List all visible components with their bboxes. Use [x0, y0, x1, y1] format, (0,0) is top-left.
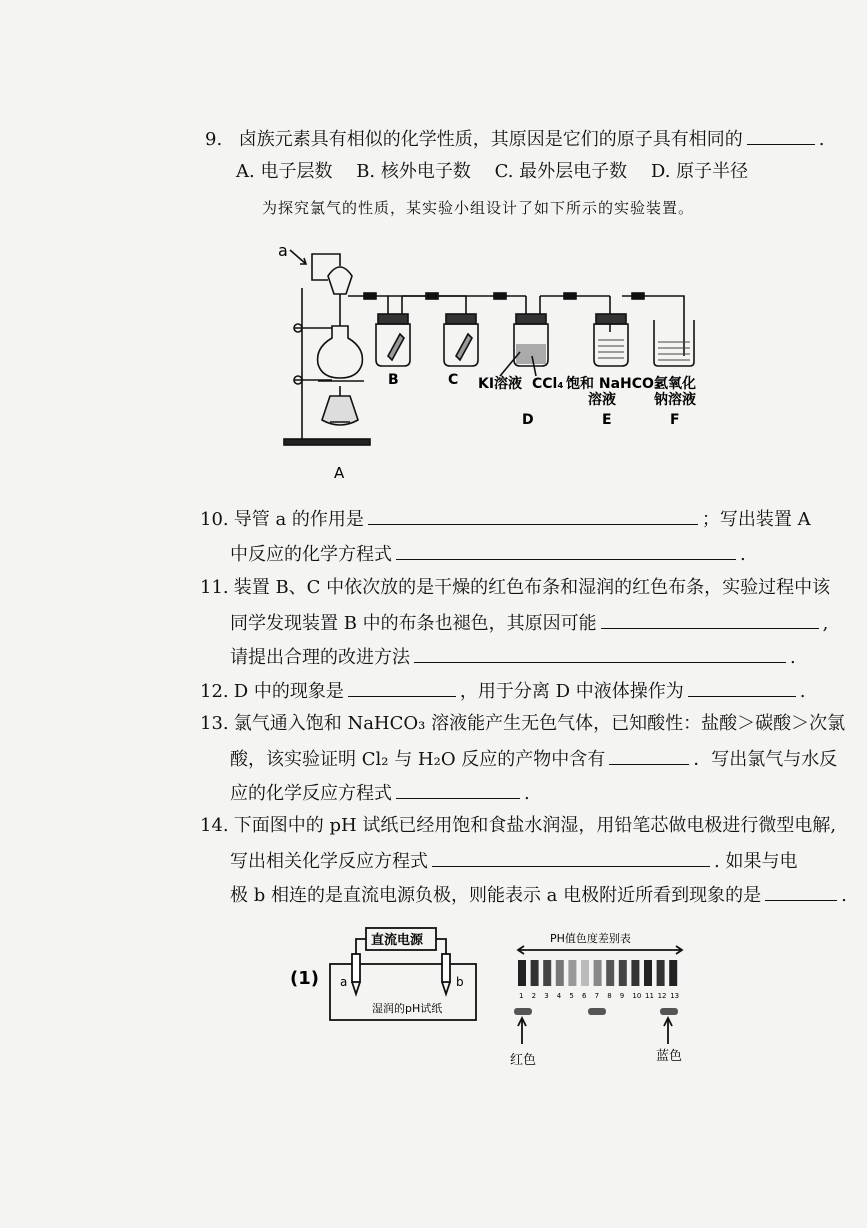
- question-text: . 如果与电: [714, 851, 798, 872]
- intro-text: 为探究氯气的性质，某实验小组设计了如下所示的实验装置。: [262, 199, 695, 217]
- answer-blank[interactable]: [348, 678, 456, 697]
- question-text: 下面图中的 pH 试纸已经用饱和食盐水润湿，用铅笔芯做电极进行微型电解,: [233, 815, 837, 836]
- question-number: 12.: [200, 681, 229, 702]
- question-text: 写出相关化学反应方程式: [230, 851, 428, 872]
- question-text: 中反应的化学方程式: [230, 544, 392, 565]
- label-B: B: [388, 372, 399, 388]
- blue-label: 蓝色: [656, 1049, 683, 1064]
- power-label: 直流电源: [371, 933, 424, 948]
- question-text: 酸，该实验证明 Cl₂ 与 H₂O 反应的产物中含有: [230, 749, 606, 770]
- question-text: 装置 B、C 中依次放的是干燥的红色布条和湿润的红色布条，实验过程中该: [233, 577, 831, 598]
- question-13-line3: [230, 780, 530, 806]
- ph-swatch: [568, 960, 576, 986]
- answer-blank[interactable]: [765, 882, 837, 901]
- question-text: ．写出氯气与水反: [693, 749, 838, 770]
- option-d[interactable]: D. 原子半径: [650, 161, 749, 182]
- question-11: [200, 576, 830, 600]
- question-text: D 中的现象是: [233, 681, 344, 702]
- answer-blank[interactable]: [432, 848, 710, 867]
- label-a: a: [278, 241, 288, 260]
- answer-blank[interactable]: [747, 126, 815, 145]
- answer-blank[interactable]: [396, 780, 520, 799]
- question-14-line2: [230, 848, 797, 874]
- ph-swatch: [644, 960, 652, 986]
- ph-paper-label: 湿润的pH试纸: [372, 1002, 443, 1015]
- question-11-line3: [230, 644, 796, 670]
- ph-scale-number: 3: [544, 992, 549, 1000]
- question-11-line2: [230, 610, 828, 636]
- ph-swatch: [556, 960, 564, 986]
- ph-scale-number: 2: [531, 992, 537, 1000]
- question-number: 11.: [200, 577, 229, 598]
- option-a[interactable]: A. 电子层数: [236, 161, 333, 182]
- ph-swatch: [619, 960, 627, 986]
- punctuation: .: [841, 885, 847, 906]
- ph-scale-number: 4: [556, 992, 562, 1000]
- ph-swatch: [631, 960, 639, 986]
- ph-swatch: [594, 960, 602, 986]
- ph-swatch: [543, 960, 551, 986]
- question-text: 导管 a 的作用是: [233, 509, 364, 530]
- question-13-line2: [230, 746, 837, 772]
- answer-blank[interactable]: [414, 644, 786, 663]
- option-c[interactable]: C. 最外层电子数: [494, 161, 628, 182]
- question-14: [200, 814, 836, 838]
- label-f-line1: 氢氧化: [654, 376, 696, 392]
- figure-label: (1): [290, 968, 319, 989]
- question-12: [200, 678, 806, 704]
- answer-blank[interactable]: [396, 541, 736, 560]
- question-text: ，用于分离 D 中液体操作为: [459, 681, 684, 702]
- answer-blank[interactable]: [601, 610, 819, 629]
- ph-color-scale: [518, 960, 679, 1000]
- label-C: C: [448, 372, 459, 388]
- question-number: 14.: [200, 815, 229, 836]
- ph-scale-number: 6: [582, 992, 587, 1000]
- question-text: 请提出合理的改进方法: [230, 647, 410, 668]
- label-D: D: [522, 412, 534, 428]
- ph-scale-number: 1: [519, 992, 524, 1000]
- answer-blank[interactable]: [609, 746, 689, 765]
- ph-swatch: [531, 960, 539, 986]
- question-text: 应的化学反应方程式: [230, 783, 392, 804]
- question-10-line2: [230, 541, 746, 567]
- ph-swatch: [518, 960, 526, 986]
- label-d-ccl4: CCl₄: [532, 376, 564, 392]
- label-A: A: [334, 464, 345, 482]
- ph-swatch: [581, 960, 589, 986]
- answer-blank[interactable]: [368, 506, 698, 525]
- electrode-b-label: b: [456, 975, 464, 989]
- question-text: ；写出装置 A: [701, 509, 811, 530]
- label-f-line2: 钠溶液: [654, 392, 696, 408]
- ph-chart-title: PH值色度差别表: [550, 932, 631, 945]
- blue-marker: [660, 1008, 678, 1015]
- ph-scale-number: 12: [657, 992, 667, 1000]
- question-text: 卤族元素具有相似的化学性质，其原因是它们的原子具有相同的: [238, 129, 743, 150]
- chlorine-apparatus-diagram: [270, 236, 720, 486]
- neutral-marker: [588, 1008, 606, 1015]
- answer-blank[interactable]: [688, 678, 796, 697]
- question-text: 极 b 相连的是直流电源负极，则能表示 a 电极附近所看到现象的是: [230, 885, 762, 906]
- label-e-line1: 饱和 NaHCO₃: [566, 376, 661, 392]
- ph-swatch: [606, 960, 614, 986]
- ph-scale-number: 11: [645, 992, 654, 1000]
- question-10: [200, 506, 811, 532]
- punctuation: .: [524, 783, 530, 804]
- red-marker: [514, 1008, 532, 1015]
- red-label: 红色: [510, 1053, 537, 1068]
- ph-swatch: [669, 960, 677, 986]
- question-9-options: [236, 160, 766, 184]
- option-b[interactable]: B. 核外电子数: [356, 161, 471, 182]
- punctuation: .: [790, 647, 796, 668]
- electrolysis-figure: [286, 920, 726, 1080]
- question-number: 9.: [205, 129, 223, 150]
- ph-scale-number: 5: [569, 992, 574, 1000]
- question-14-line3: [230, 882, 847, 908]
- ph-scale-number: 9: [619, 992, 625, 1000]
- punctuation: .: [740, 544, 746, 565]
- question-13: [200, 712, 845, 736]
- label-d-ki: KI溶液: [478, 376, 523, 392]
- label-e-line2: 溶液: [588, 392, 616, 408]
- punctuation: .: [818, 129, 825, 150]
- question-9: [205, 126, 824, 152]
- label-F: F: [670, 412, 680, 428]
- label-E: E: [602, 412, 612, 428]
- question-number: 13.: [200, 713, 229, 734]
- ph-scale-number: 8: [607, 992, 612, 1000]
- ph-scale-number: 13: [670, 992, 680, 1000]
- punctuation: ,: [822, 613, 829, 634]
- question-text: 氯气通入饱和 NaHCO₃ 溶液能产生无色气体，已知酸性：盐酸＞碳酸＞次氯: [233, 713, 846, 734]
- question-number: 10.: [200, 509, 229, 530]
- question-text: 同学发现装置 B 中的布条也褪色，其原因可能: [230, 613, 597, 634]
- ph-scale-number: 10: [632, 992, 642, 1000]
- electrode-a-label: a: [340, 975, 348, 989]
- punctuation: .: [799, 681, 806, 702]
- ph-swatch: [657, 960, 665, 986]
- ph-scale-number: 7: [594, 992, 600, 1000]
